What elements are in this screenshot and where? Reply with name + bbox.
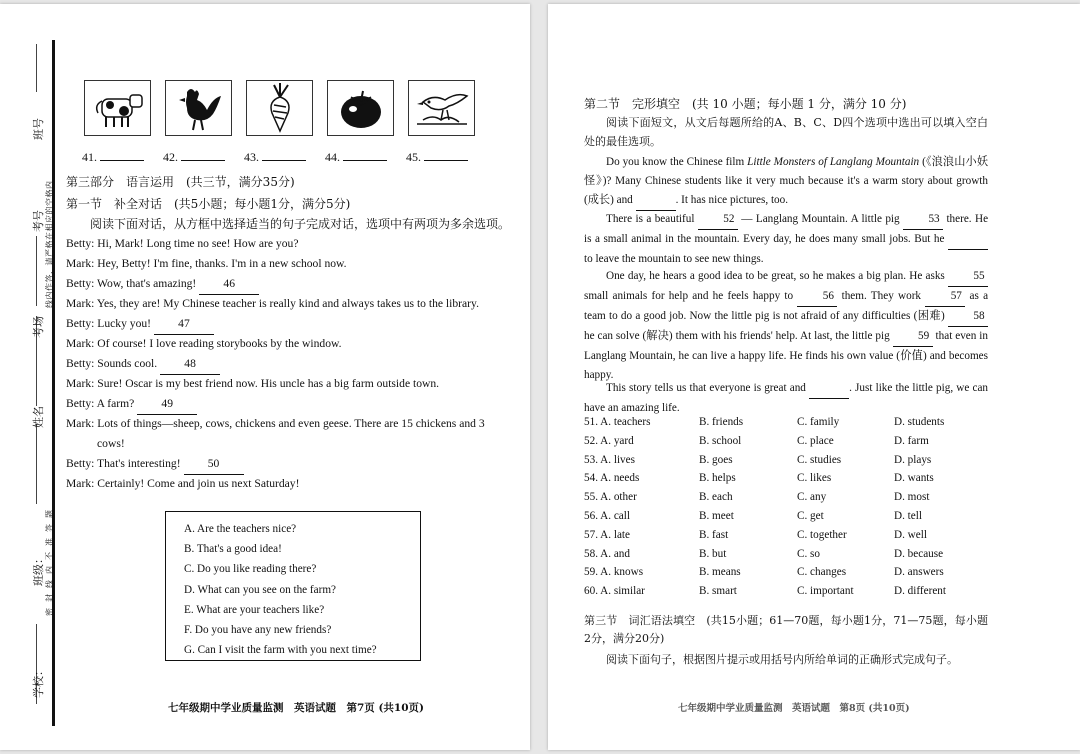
passage-paragraph-3: One day, he hears a good idea to be great, so he makes a big plan. He asks 55 small animals for help and he feels happy to 56 them. They work 57 as a team to do a good job. Now the little pig is not afraid of any difficulties (困难) 58 he can solve (解决) them with his friends' help. At last, the little pig 59 that even in Langlang Mountain, he can live a happy life. He finds his own value (价值) and becomes happy. <box>584 267 988 384</box>
choice-option[interactable]: 55. A. other <box>584 491 637 504</box>
speaker-name: Betty: <box>66 317 95 330</box>
choice-option[interactable]: B. fast <box>699 528 729 541</box>
label-ban-hao: 班号 <box>32 118 45 140</box>
dialogue-text: cows! <box>97 437 125 450</box>
choice-option[interactable]: D. different <box>894 585 946 598</box>
choice-option[interactable]: B. school <box>699 434 742 447</box>
choice-option[interactable]: C. any <box>797 491 827 504</box>
dialogue-line <box>66 414 485 434</box>
choice-row <box>584 510 984 529</box>
dialogue-text: Yes, they are! My Chinese teacher is really kind and always takes us to the library. <box>96 297 479 310</box>
binding-rule <box>52 40 55 726</box>
choice-row <box>584 435 984 454</box>
option-a: A. Are the teachers nice? <box>184 523 297 535</box>
option-b: B. That's a good idea! <box>184 543 282 556</box>
options-box <box>165 511 421 661</box>
choice-row <box>584 585 984 604</box>
part3-title: 第三部分 语言运用 (共三节，满分35分) <box>66 175 295 189</box>
binding-note-2: 密封线内不准答题 <box>45 504 54 616</box>
blank-57[interactable]: 57 <box>925 287 965 307</box>
choice-row <box>584 472 984 491</box>
blank-42[interactable]: 42. <box>163 150 244 165</box>
answer-blank-47[interactable]: 47 <box>154 314 214 335</box>
choice-option[interactable]: B. each <box>699 491 733 504</box>
dialogue-line <box>66 254 347 274</box>
option-d: D. What can you see on the farm? <box>184 583 337 596</box>
choice-option[interactable]: D. answers <box>894 566 944 579</box>
label-xing-ming: 姓名 <box>32 406 45 428</box>
option-f: F. Do you have any new friends? <box>184 624 332 637</box>
choice-option[interactable]: B. smart <box>699 585 737 598</box>
passage-paragraph-2: There is a beautiful 52 — Langlang Mountain. A little pig 53 there. He is a small animal in the mountain. Every day, he does many small jobs. But he to leave the mountain to see new things. <box>584 210 988 269</box>
dialogue-line <box>66 354 220 375</box>
exam-page-7 <box>0 4 530 750</box>
choice-row <box>584 491 984 510</box>
dialogue-line <box>66 274 259 295</box>
choice-option[interactable]: 51. A. teachers <box>584 416 651 428</box>
answer-blank-46[interactable]: 46 <box>199 274 259 295</box>
choice-option[interactable]: 52. A. yard <box>584 434 634 447</box>
section1-title: 第一节 补全对话 (共5小题；每小题1分，满分5分) <box>66 197 351 211</box>
speaker-name: Betty: <box>66 397 95 410</box>
passage-paragraph-1: Do you know the Chinese film Little Monsters of Langlang Mountain (《浪浪山小妖怪》)? Many Chinese students like it very much because it's a warm story about growth (成长) and . It has nice pictures, too. <box>584 153 988 211</box>
dialogue-text: Of course! I love reading storybooks by the window. <box>97 337 342 350</box>
picture-row <box>84 80 475 136</box>
choice-option[interactable]: C. studies <box>797 453 842 466</box>
cow-icon <box>84 80 151 136</box>
speaker-name: Betty: <box>66 277 95 290</box>
choice-option[interactable]: 57. A. late <box>584 528 630 541</box>
choice-option[interactable]: D. wants <box>894 472 934 485</box>
blank-56[interactable]: 56 <box>797 287 837 307</box>
choice-option[interactable]: C. family <box>797 416 840 428</box>
section1-instruction: 阅读下面对话，从方框中选择适当的句子完成对话，选项中有两项为多余选项。 <box>90 217 511 231</box>
dialogue-text: Certainly! Come and join us next Saturday! <box>97 477 300 490</box>
dialogue-text: That's interesting! <box>97 457 181 470</box>
answer-blank-48[interactable]: 48 <box>160 354 220 375</box>
choice-option[interactable]: C. place <box>797 434 834 447</box>
blank-45[interactable]: 45. <box>406 150 487 165</box>
carrot-icon <box>246 80 313 136</box>
choice-option[interactable]: B. means <box>699 566 741 579</box>
choice-option[interactable]: B. friends <box>699 416 744 428</box>
dialogue-text: Hi, Mark! Long time no see! How are you? <box>97 237 299 250</box>
choice-option[interactable]: C. together <box>797 528 847 541</box>
blank-44[interactable]: 44. <box>325 150 406 165</box>
label-ban-ji: 班级： <box>32 553 45 586</box>
dialogue-text: A farm? <box>96 397 135 410</box>
answer-blank-49[interactable]: 49 <box>137 394 197 415</box>
speaker-name: Betty: <box>66 457 95 470</box>
dialogue-line <box>97 434 125 454</box>
choice-option[interactable]: D. most <box>894 491 930 504</box>
dialogue-line <box>66 454 244 475</box>
speaker-name: Mark: <box>66 337 95 350</box>
label-kao-hao: 考号 <box>32 210 45 232</box>
page-footer-7: 七年级期中学业质量监测 英语试题 第7页 (共10页) <box>168 702 425 714</box>
speaker-name: Betty: <box>66 357 95 370</box>
blank-43[interactable]: 43. <box>244 150 325 165</box>
cloze-choices <box>584 416 984 604</box>
answer-blank-50[interactable]: 50 <box>184 454 244 475</box>
choice-option[interactable]: D. tell <box>894 509 922 522</box>
binding-note: 线内作答，请严格在相应的空格内 <box>45 180 54 308</box>
dialogue-line <box>66 234 298 254</box>
choice-row <box>584 454 984 473</box>
choice-option[interactable]: B. but <box>699 547 727 560</box>
dialogue-line <box>66 314 214 335</box>
blank-55[interactable]: 55 <box>948 267 988 287</box>
choice-option[interactable]: C. important <box>797 585 854 598</box>
dialogue-text: Lots of things—sheep, cows, chickens and even geese. There are 15 chickens and 3 <box>97 417 485 430</box>
choice-option[interactable]: 53. A. lives <box>584 453 635 466</box>
choice-option[interactable]: C. likes <box>797 472 832 485</box>
speaker-name: Mark: <box>66 297 95 310</box>
choice-option[interactable]: D. farm <box>894 434 929 447</box>
passage-paragraph-4: This story tells us that everyone is great and . Just like the little pig, we can have an amazing life. <box>584 379 988 418</box>
choice-option[interactable]: 59. A. knows <box>584 566 644 579</box>
blank-54[interactable] <box>948 230 988 250</box>
speaker-name: Betty: <box>66 237 95 250</box>
dialogue-line <box>66 294 479 314</box>
option-e: E. What are your teachers like? <box>184 603 325 616</box>
dialogue-text: Lucky you! <box>97 317 152 330</box>
choice-option[interactable]: C. so <box>797 547 821 560</box>
choice-row <box>584 529 984 548</box>
choice-option[interactable]: C. changes <box>797 566 847 579</box>
page-footer-8: 七年级期中学业质量监测 英语试题 第8页 (共10页) <box>678 703 910 714</box>
dialogue-text: Sure! Oscar is my best friend now. His uncle has a big farm outside town. <box>97 377 440 390</box>
blank-53[interactable]: 53 <box>903 210 943 230</box>
blank-51[interactable] <box>636 191 676 211</box>
dialogue-line <box>66 374 439 394</box>
section2-instruction: 阅读下面短文，从文后每题所给的A、B、C、D四个选项中选出可以填入空白处的最佳选项。 <box>584 116 988 148</box>
choice-option[interactable]: C. get <box>797 509 824 522</box>
speaker-name: Mark: <box>66 417 95 430</box>
exam-page-8 <box>548 4 1080 750</box>
choice-row <box>584 416 984 435</box>
choice-option[interactable]: 56. A. call <box>584 509 630 522</box>
section3-instruction: 阅读下面句子，根据图片提示或用括号内所给单词的正确形式完成句子。 <box>606 653 958 666</box>
dialogue-text: Wow, that's amazing! <box>97 277 197 290</box>
blank-58[interactable]: 58 <box>948 307 988 327</box>
dialogue-line <box>66 394 197 415</box>
choice-option[interactable]: D. because <box>894 547 944 560</box>
rooster-icon <box>165 80 232 136</box>
picture-blanks <box>82 150 487 165</box>
choice-row <box>584 548 984 567</box>
blank-59[interactable]: 59 <box>893 327 933 347</box>
choice-option[interactable]: D. well <box>894 528 927 541</box>
bird-icon <box>408 80 475 136</box>
tomato-icon <box>327 80 394 136</box>
choice-option[interactable]: 60. A. similar <box>584 585 645 598</box>
option-c: C. Do you like reading there? <box>184 563 317 576</box>
blank-60[interactable] <box>809 379 849 399</box>
speaker-name: Mark: <box>66 477 95 490</box>
choice-option[interactable]: B. helps <box>699 472 736 485</box>
choice-option[interactable]: B. meet <box>699 509 734 522</box>
choice-row <box>584 566 984 585</box>
choice-option[interactable]: B. goes <box>699 453 733 466</box>
speaker-name: Mark: <box>66 377 95 390</box>
choice-option[interactable]: D. students <box>894 416 945 428</box>
blank-41[interactable]: 41. <box>82 150 163 165</box>
dialogue-text: Hey, Betty! I'm fine, thanks. I'm in a new school now. <box>97 257 347 270</box>
choice-option[interactable]: D. plays <box>894 453 932 466</box>
dialogue-line <box>66 334 342 354</box>
label-xue-xiao: 学校： <box>32 665 45 698</box>
blank-52[interactable]: 52 <box>698 210 738 230</box>
dialogue-text: Sounds cool. <box>97 357 158 370</box>
label-kao-chang: 考场 <box>32 316 45 338</box>
choice-option[interactable]: 58. A. and <box>584 547 630 560</box>
dialogue-line <box>66 474 299 494</box>
speaker-name: Mark: <box>66 257 95 270</box>
option-g: G. Can I visit the farm with you next time? <box>184 644 377 657</box>
section2-title: 第二节 完形填空 (共 10 小题；每小题 1 分，满分 10 分) <box>584 97 907 111</box>
choice-option[interactable]: 54. A. needs <box>584 472 640 485</box>
section3-title: 第三节 词汇语法填空 (共15小题；61—70题，每小题1分，71—75题，每小题2分，满分20分) <box>584 614 988 645</box>
